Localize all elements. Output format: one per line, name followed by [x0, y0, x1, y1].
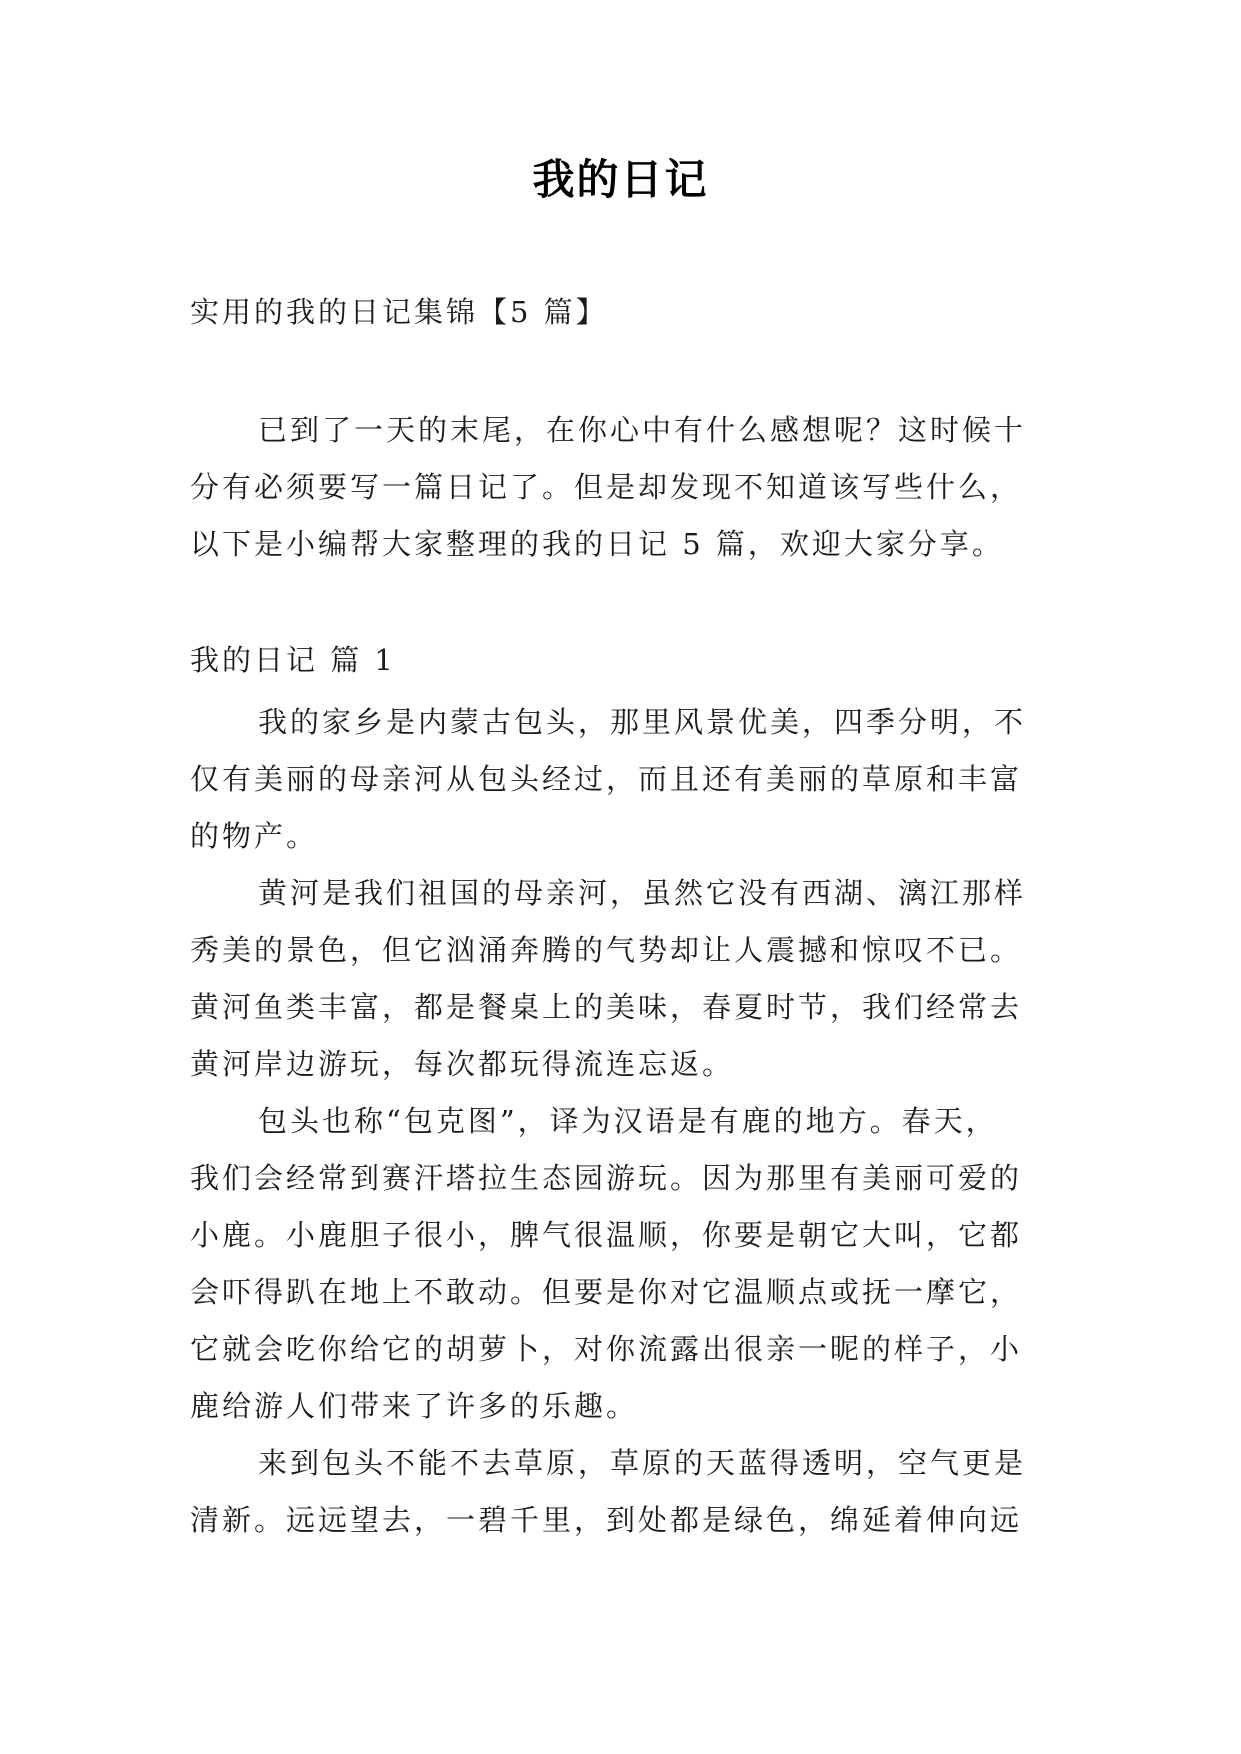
document-subtitle: 实用的我的日记集锦【5 篇】: [190, 295, 608, 329]
text-line: 黄河岸边游玩，每次都玩得流连忘返。: [190, 1047, 735, 1081]
text-line: 黄河鱼类丰富，都是餐桌上的美味，春夏时节，我们经常去: [190, 990, 1023, 1024]
text-line: 来到包头不能不去草原，草原的天蓝得透明，空气更是: [258, 1446, 1027, 1480]
text-line: 包头也称“包克图”，译为汉语是有鹿的地方。春天，: [258, 1104, 998, 1138]
diary-body: [190, 694, 1056, 1549]
text-line: 我的家乡是内蒙古包头，那里风景优美，四季分明，不: [258, 705, 1027, 739]
section-heading: 我的日记 篇 1: [190, 643, 396, 677]
text-line: 已到了一天的末尾，在你心中有什么感想呢？这时候十: [258, 413, 1027, 447]
text-line: 会吓得趴在地上不敢动。但要是你对它温顺点或抚一摩它，: [190, 1275, 1023, 1309]
text-line: 黄河是我们祖国的母亲河，虽然它没有西湖、漓江那样: [258, 876, 1027, 910]
text-line: 的物产。: [190, 819, 319, 853]
document-title: 我的日记: [532, 155, 709, 204]
text-line: 秀美的景色，但它汹涌奔腾的气势却让人震撼和惊叹不已。: [190, 933, 1023, 967]
text-line: 清新。远远望去，一碧千里，到处都是绿色，绵延着伸向远: [190, 1503, 1023, 1537]
text-line: 我们会经常到赛汗塔拉生态园游玩。因为那里有美丽可爱的: [190, 1161, 1023, 1195]
text-line: 分有必须要写一篇日记了。但是却发现不知道该写些什么，: [190, 470, 1023, 504]
text-line: 仅有美丽的母亲河从包头经过，而且还有美丽的草原和丰富: [190, 762, 1023, 796]
text-line: 小鹿。小鹿胆子很小，脾气很温顺，你要是朝它大叫，它都: [190, 1218, 1023, 1252]
text-line: 鹿给游人们带来了许多的乐趣。: [190, 1389, 639, 1423]
text-line: 以下是小编帮大家整理的我的日记 5 篇，欢迎大家分享。: [190, 527, 1004, 561]
intro-paragraph: [190, 402, 1056, 573]
text-line: 它就会吃你给它的胡萝卜，对你流露出很亲一昵的样子，小: [190, 1332, 1023, 1366]
